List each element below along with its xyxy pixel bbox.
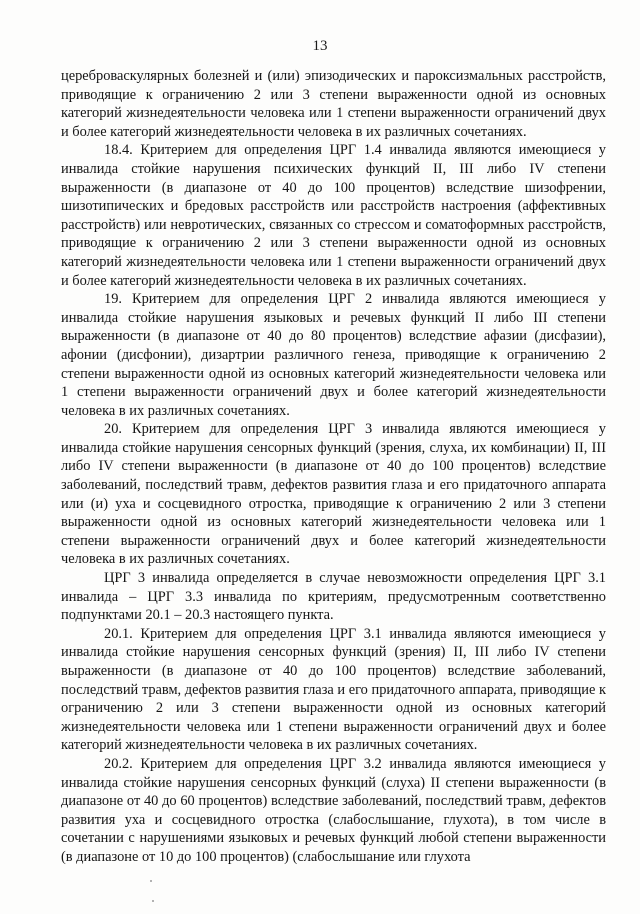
paragraph-18-4: 18.4. Критерием для определения ЦРГ 1.4 инвалида являются имеющиеся у инвалида стойкие нарушения психических функций II, III либо IV степени выраженности (в диапазоне от 40 до 100 процентов) вследствие шизофрении, шизотипических и бредовых расстройств или расстройств настроения (аффективных расстройств) или невротических, связанных со стрессом и соматоформных расстройств, приводящие к ограничению 2 или 3 степени выраженности одной из основных категорий жизнедеятельности человека или 1 степени выраженности ограничений двух и более категорий жизнедеятельности человека в их различных сочетаниях. [61,142,606,289]
page-number: 13 [312,38,328,54]
paragraph-19: 19. Критерием для определения ЦРГ 2 инвалида являются имеющиеся у инвалида стойкие нарушения языковых и речевых функций II либо III степени выраженности (в диапазоне от 40 до 80 процентов) вследствие афазии (дисфазии), афонии (дисфонии), дизартрии различного генеза, приводящие к ограничению 2 степени выраженности одной из основных категорий жизнедеятельности человека или 1 степени выраженности ограничений двух и более категорий жизнедеятельности человека в их различных сочетаниях. [61,291,606,419]
scan-speck [152,900,154,902]
scan-speck [150,880,152,882]
paragraph-crg3-note: ЦРГ 3 инвалида определяется в случае невозможности определения ЦРГ 3.1 инвалида – ЦРГ 3.3 инвалида по критериям, предусмотренным соответственно подпунктами 20.1 – 20.3 настоящего пункта. [61,570,606,624]
paragraph-20-1: 20.1. Критерием для определения ЦРГ 3.1 инвалида являются имеющиеся у инвалида стойкие нарушения сенсорных функций (зрения) II, III либо IV степени выраженности (в диапазоне от 40 до 100 процентов) вследствие заболеваний, последствий травм, дефектов развития глаза и его придаточного аппарата, приводящие к ограничению 2 или 3 степени выраженности одной из основных категорий жизнедеятельности человека или 1 степени выраженности ограничений двух и более категорий жизнедеятельности человека в их различных сочетаниях. [61,625,606,754]
paragraph-20-2: 20.2. Критерием для определения ЦРГ 3.2 инвалида являются имеющиеся у инвалида стойкие нарушения сенсорных функций (слуха) II степени выраженности (в диапазоне от 40 до 60 процентов) вследствие заболеваний, последствий травм, дефектов развития уха и сосцевидного отростка (слабослышание, глухота), в том числе в сочетании с нарушениями языковых и речевых функций любой степени выраженности (в диапазоне от 10 до 100 процентов) (слабослышание или глухота [61,755,606,865]
document-body [61,67,606,867]
paragraph-20: 20. Критерием для определения ЦРГ 3 инвалида являются имеющиеся у инвалида стойкие нарушения сенсорных функций (зрения, слуха, их комбинации) II, III либо IV степени выраженности (в диапазоне от 40 до 100 процентов) вследствие заболеваний, последствий травм, дефектов развития глаза и его придаточного аппарата или (и) уха и сосцевидного отростка, приводящие к ограничению 2 или 3 степени выраженности одной из основных категорий жизнедеятельности человека или 1 степени выраженности ограничений двух и более категорий жизнедеятельности человека в их различных сочетаниях. [61,421,606,568]
paragraph-continuation: цереброваскулярных болезней и (или) эпизодических и пароксизмальных расстройств, приводящие к ограничению 2 или 3 степени выраженности одной из основных категорий жизнедеятельности человека или 1 степени выраженности ограничений двух и более категорий жизнедеятельности человека в их различных сочетаниях. [61,68,606,140]
